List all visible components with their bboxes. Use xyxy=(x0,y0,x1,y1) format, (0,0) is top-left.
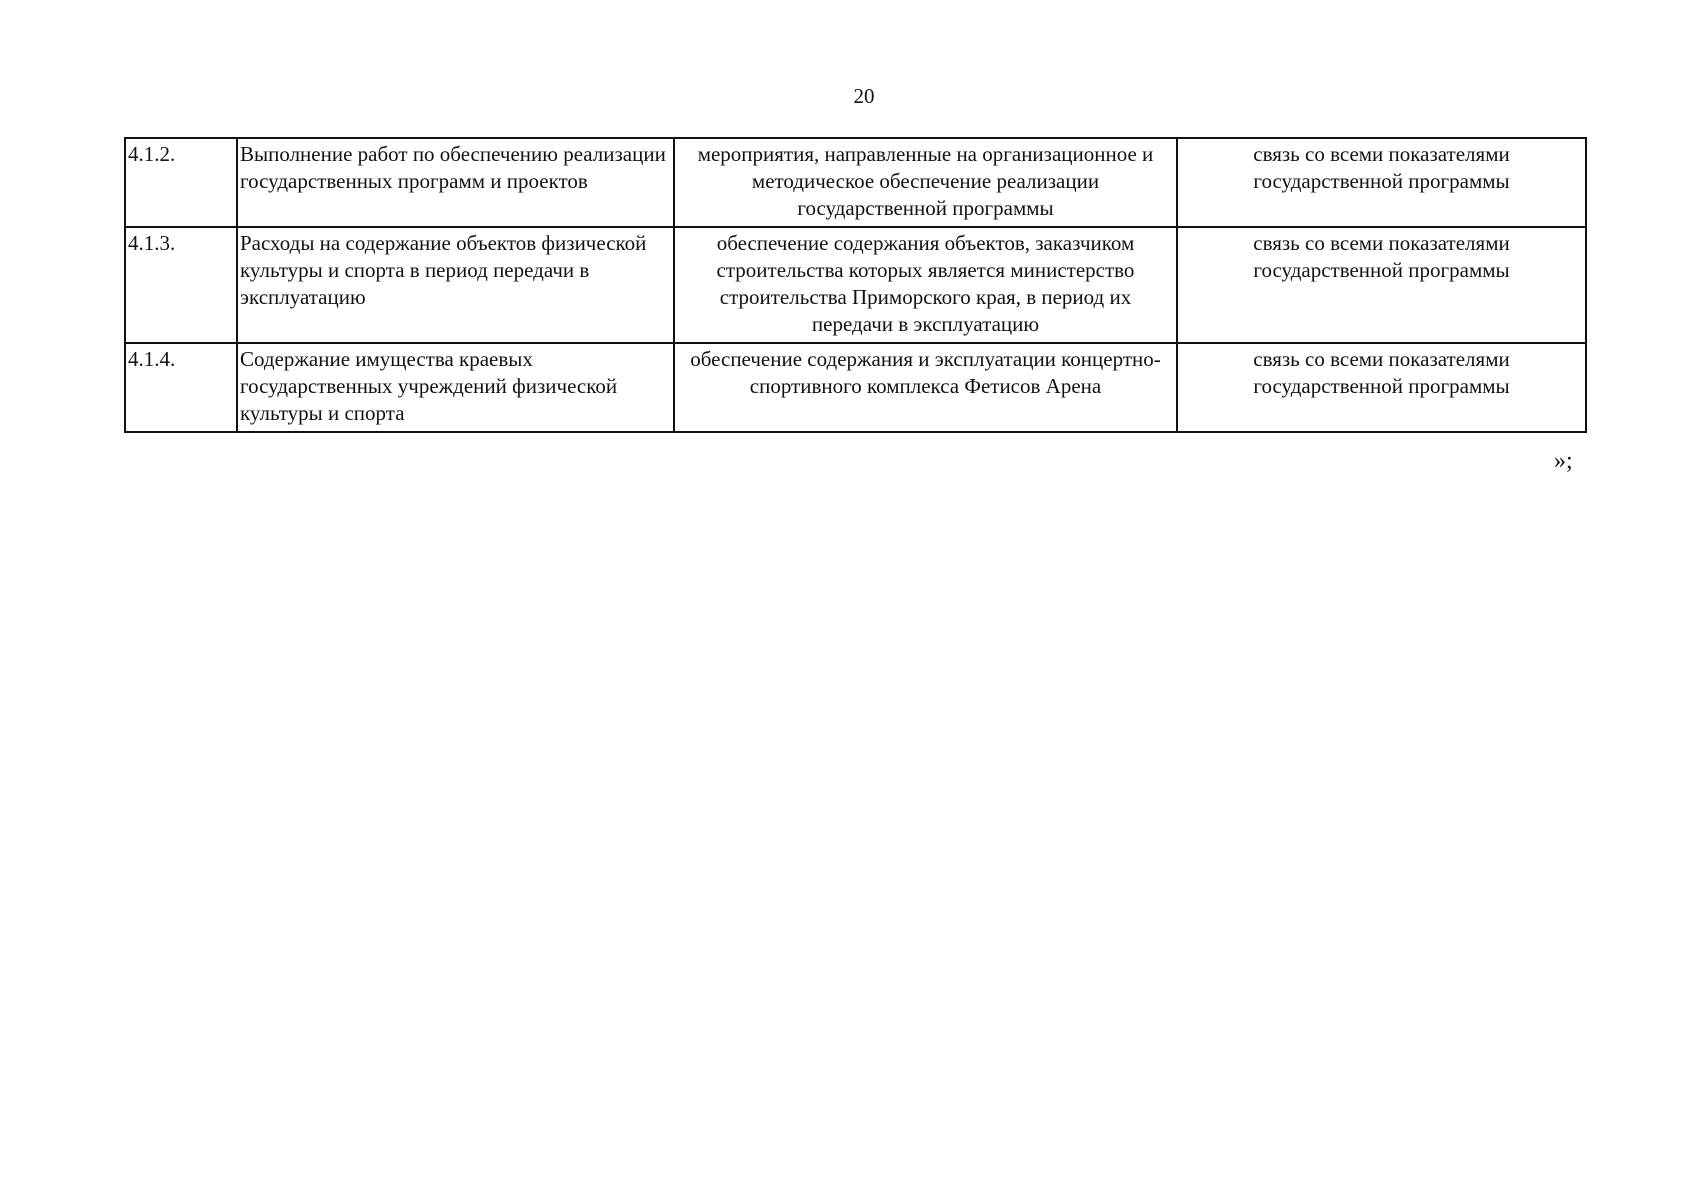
measure-description: обеспечение содержания объектов, заказчиком строительства которых является министерство строительства Приморского края, в период их передачи в эксплуатацию xyxy=(674,227,1177,343)
table-row xyxy=(125,138,1586,227)
measure-name: Содержание имущества краевых государственных учреждений физической культуры и спорта xyxy=(237,343,674,432)
row-number: 4.1.4. xyxy=(125,343,237,432)
indicator-link: связь со всеми показателями государственной программы xyxy=(1177,138,1586,227)
measure-description: обеспечение содержания и эксплуатации концертно-спортивного комплекса Фетисов Арена xyxy=(674,343,1177,432)
indicator-link: связь со всеми показателями государственной программы xyxy=(1177,227,1586,343)
indicator-link: связь со всеми показателями государственной программы xyxy=(1177,343,1586,432)
row-number: 4.1.2. xyxy=(125,138,237,227)
table-row xyxy=(125,227,1586,343)
measure-description: мероприятия, направленные на организационное и методическое обеспечение реализации государственной программы xyxy=(674,138,1177,227)
row-number: 4.1.3. xyxy=(125,227,237,343)
measure-name: Расходы на содержание объектов физической культуры и спорта в период передачи в эксплуатацию xyxy=(237,227,674,343)
table-row xyxy=(125,343,1586,432)
closing-quote-mark: »; xyxy=(1554,448,1573,474)
measure-name: Выполнение работ по обеспечению реализации государственных программ и проектов xyxy=(237,138,674,227)
measures-table xyxy=(124,137,1587,433)
page-number: 20 xyxy=(853,84,875,108)
